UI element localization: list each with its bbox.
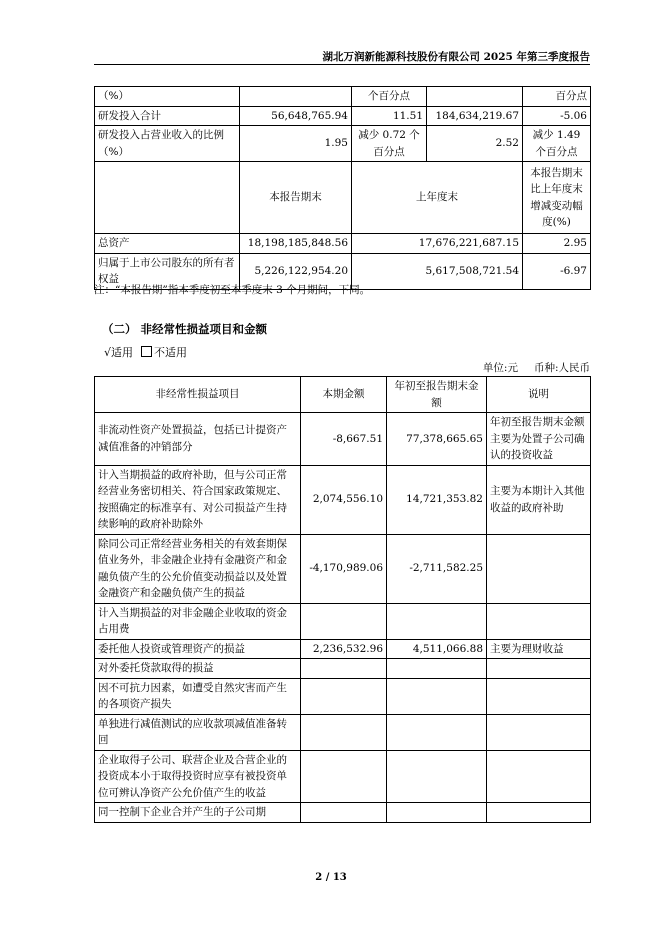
- table-cell: [301, 714, 387, 750]
- non-recurring-table: [94, 376, 591, 823]
- table-cell: [301, 750, 387, 803]
- table-cell: 非流动性资产处置损益，包括已计提资产减值准备的冲销部分: [95, 413, 301, 466]
- table-row: [95, 534, 591, 603]
- column-header: 年初至报告期末金额: [387, 377, 487, 413]
- header-rule: [94, 64, 590, 65]
- table-row: [95, 678, 591, 714]
- not-applicable-label: 不适用: [154, 346, 188, 359]
- table-cell: -5.06: [523, 106, 591, 126]
- table-cell: 2,236,532.96: [301, 639, 387, 659]
- table-cell: [387, 659, 487, 679]
- table-cell: [487, 534, 591, 603]
- table-cell: [487, 678, 591, 714]
- unit-label: 单位:元: [482, 362, 518, 374]
- applicability-options: [104, 344, 187, 360]
- unit-line: [467, 360, 590, 375]
- column-header: 非经常性损益项目: [95, 377, 301, 413]
- rd-assets-table: [94, 86, 591, 290]
- table-cell: [387, 750, 487, 803]
- table-cell: （%）: [95, 87, 240, 107]
- table-cell: 14,721,353.82: [387, 465, 487, 534]
- table-cell: 委托他人投资或管理资产的损益: [95, 639, 301, 659]
- table-cell: 同一控制下企业合并产生的子公司期: [95, 803, 301, 823]
- table-cell: [387, 678, 487, 714]
- table-row: [95, 714, 591, 750]
- checkbox-icon: [141, 346, 152, 357]
- table-cell: -4,170,989.06: [301, 534, 387, 603]
- table-cell: [487, 714, 591, 750]
- table-cell: 百分点: [523, 87, 591, 107]
- table-cell: [240, 87, 352, 107]
- table-cell: 计入当期损益的对非金融企业收取的资金占用费: [95, 603, 301, 639]
- table-cell: 56,648,765.94: [240, 106, 352, 126]
- table-row: [95, 162, 591, 234]
- table-cell: 对外委托贷款取得的损益: [95, 659, 301, 679]
- column-header: 本期金额: [301, 377, 387, 413]
- table-cell: 2.95: [523, 234, 591, 254]
- table-cell: -2,711,582.25: [387, 534, 487, 603]
- table-row: [95, 639, 591, 659]
- table-cell: [487, 750, 591, 803]
- table-cell: [301, 603, 387, 639]
- table-row: [95, 106, 591, 126]
- table-cell: 2,074,556.10: [301, 465, 387, 534]
- table-cell: 4,511,066.88: [387, 639, 487, 659]
- table-row: [95, 659, 591, 679]
- table-cell: -6.97: [523, 253, 591, 289]
- table-cell: 18,198,185,848.56: [240, 234, 352, 254]
- table-cell: 计入当期损益的政府补助，但与公司正常经营业务密切相关、符合国家政策规定、按照确定的标准享有、对公司损益产生持续影响的政府补助除外: [95, 465, 301, 534]
- applicable-checked-label: √适用: [104, 346, 134, 359]
- table-cell: 主要为本期计入其他收益的政府补助: [487, 465, 591, 534]
- table-cell: 归属于上市公司股东的所有者权益: [95, 253, 240, 289]
- table-cell: 企业取得子公司、联营企业及合营企业的投资成本小于取得投资时应享有被投资单位可辨认净资产公允价值产生的收益: [95, 750, 301, 803]
- report-header: 湖北万润新能源科技股份有限公司 2025 年第三季度报告: [322, 51, 590, 63]
- table-row: [95, 803, 591, 823]
- column-header: 说明: [487, 377, 591, 413]
- table-cell: 5,617,508,721.54: [352, 253, 523, 289]
- table-cell: 减少 1.49 个百分点: [523, 126, 591, 162]
- table-cell: [487, 803, 591, 823]
- currency-label: 币种:人民币: [533, 362, 590, 374]
- table-row: [95, 413, 591, 466]
- table-cell: [427, 87, 523, 107]
- table-cell: [387, 603, 487, 639]
- table-row: [95, 234, 591, 254]
- table-row: [95, 750, 591, 803]
- table-cell: 本报告期末比上年度末增减变动幅度(%): [523, 162, 591, 234]
- table-cell: 上年度末: [352, 162, 523, 234]
- table-cell: [387, 803, 487, 823]
- table-cell: [301, 678, 387, 714]
- table-cell: [301, 659, 387, 679]
- table-row: [95, 126, 591, 162]
- table-cell: 77,378,665.65: [387, 413, 487, 466]
- table-cell: 11.51: [352, 106, 427, 126]
- table-cell: [387, 714, 487, 750]
- table-cell: 主要为理财收益: [487, 639, 591, 659]
- table-cell: 减少 0.72 个百分点: [352, 126, 427, 162]
- table-cell: 总资产: [95, 234, 240, 254]
- table-cell: 年初至报告期末金额主要为处置子公司确认的投资收益: [487, 413, 591, 466]
- table-cell: 除同公司正常经营业务相关的有效套期保值业务外，非金融企业持有金融资产和金融负债产生的公允价值变动损益以及处置金融资产和金融负债产生的损益: [95, 534, 301, 603]
- table-cell: 本报告期末: [240, 162, 352, 234]
- table-row: [95, 465, 591, 534]
- table-cell: [301, 803, 387, 823]
- table-note: 注：“本报告期”指本季度初至本季度末 3 个月期间，下同。: [94, 284, 371, 296]
- table-cell: 184,634,219.67: [427, 106, 523, 126]
- table-cell: 17,676,221,687.15: [352, 234, 523, 254]
- table-cell: 研发投入合计: [95, 106, 240, 126]
- table-cell: 个百分点: [352, 87, 427, 107]
- table-row: [95, 603, 591, 639]
- section-title: （二） 非经常性损益项目和金额: [102, 322, 268, 336]
- table-row: [95, 87, 591, 107]
- table-cell: 2.52: [427, 126, 523, 162]
- table-cell: 因不可抗力因素，如遭受自然灾害而产生的各项资产损失: [95, 678, 301, 714]
- table-cell: 1.95: [240, 126, 352, 162]
- table-cell: [487, 659, 591, 679]
- page-number: 2 / 13: [315, 872, 347, 883]
- table-header-row: [95, 377, 591, 413]
- table-cell: 5,226,122,954.20: [240, 253, 352, 289]
- table-cell: 研发投入占营业收入的比例（%）: [95, 126, 240, 162]
- table-cell: 单独进行减值测试的应收款项减值准备转回: [95, 714, 301, 750]
- table-cell: -8,667.51: [301, 413, 387, 466]
- table-cell: [95, 162, 240, 234]
- table-cell: [487, 603, 591, 639]
